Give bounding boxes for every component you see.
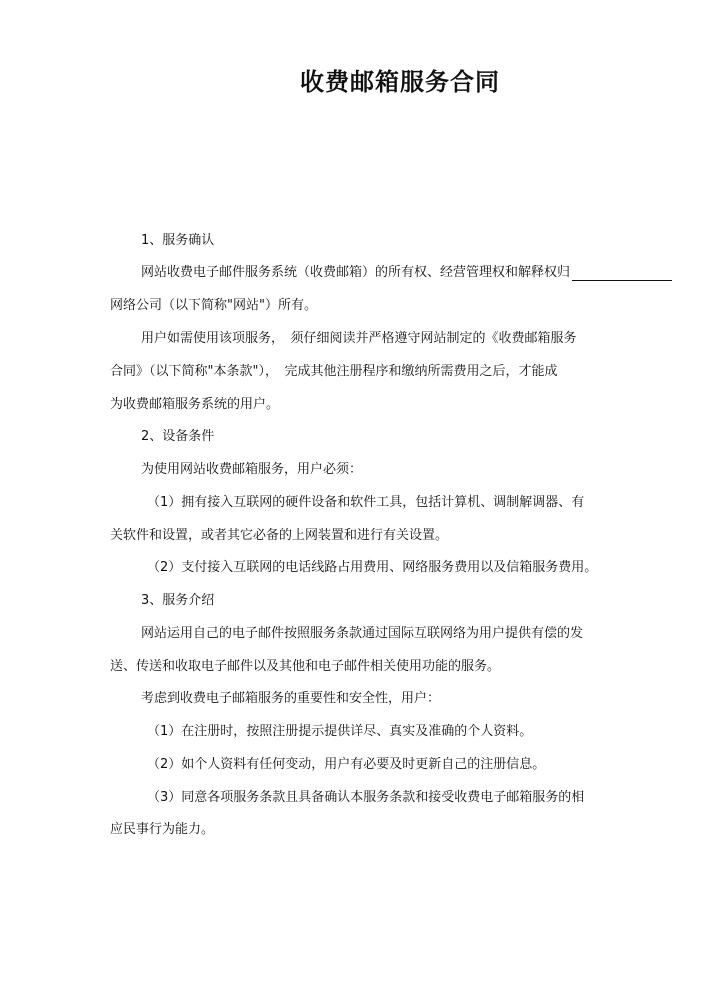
document-title: 收费邮箱服务合同 — [300, 68, 500, 96]
section-heading-1: 1、服务确认 — [141, 233, 215, 248]
paragraph-text: 网站收费电子邮件服务系统（收费邮箱）的所有权、经营管理权和解释权归 — [141, 265, 571, 280]
fill-in-blank — [572, 267, 672, 281]
list-item-line: （2）如个人资料有任何变动，用户有必要及时更新自己的注册信息。 — [147, 757, 546, 772]
list-item-line: （1）在注册时，按照注册提示提供详尽、真实及准确的个人资料。 — [147, 724, 533, 739]
list-item-line: （2）支付接入互联网的电话线路占用费用、网络服务费用以及信箱服务费用。 — [147, 560, 598, 575]
paragraph-line: 考虑到收费电子邮箱服务的重要性和安全性，用户： — [141, 691, 441, 706]
paragraph-line: 网站运用自己的电子邮件按照服务条款通过国际互联网络为用户提供有偿的发 — [141, 626, 584, 641]
paragraph-line: 送、传送和收取电子邮件以及其他和电子邮件相关使用功能的服务。 — [110, 659, 501, 674]
list-item-line: （3）同意各项服务条款且具备确认本服务条款和接受收费电子邮箱服务的相 — [147, 790, 585, 805]
list-item-line: 关软件和设置，或者其它必备的上网装置和进行有关设置。 — [110, 528, 449, 543]
section-heading-2: 2、设备条件 — [141, 429, 215, 444]
paragraph-line: 为收费邮箱服务系统的用户。 — [110, 397, 280, 412]
list-item-line: （1）拥有接入互联网的硬件设备和软件工具，包括计算机、调制解调器、有 — [147, 495, 585, 510]
list-item-line: 应民事行为能力。 — [110, 822, 215, 837]
paragraph-line: 为使用网站收费邮箱服务，用户必须： — [141, 462, 363, 477]
paragraph-line: 用户如需使用该项服务， 须仔细阅读并严格遵守网站制定的《收费邮箱服务 — [141, 331, 577, 346]
paragraph-line: 网络公司（以下简称"网站"）所有。 — [110, 298, 317, 313]
paragraph-line — [141, 265, 672, 281]
section-heading-3: 3、服务介绍 — [141, 593, 215, 608]
paragraph-line: 合同》（以下简称"本条款"）， 完成其他注册程序和缴纳所需费用之后，才能成 — [110, 364, 558, 379]
